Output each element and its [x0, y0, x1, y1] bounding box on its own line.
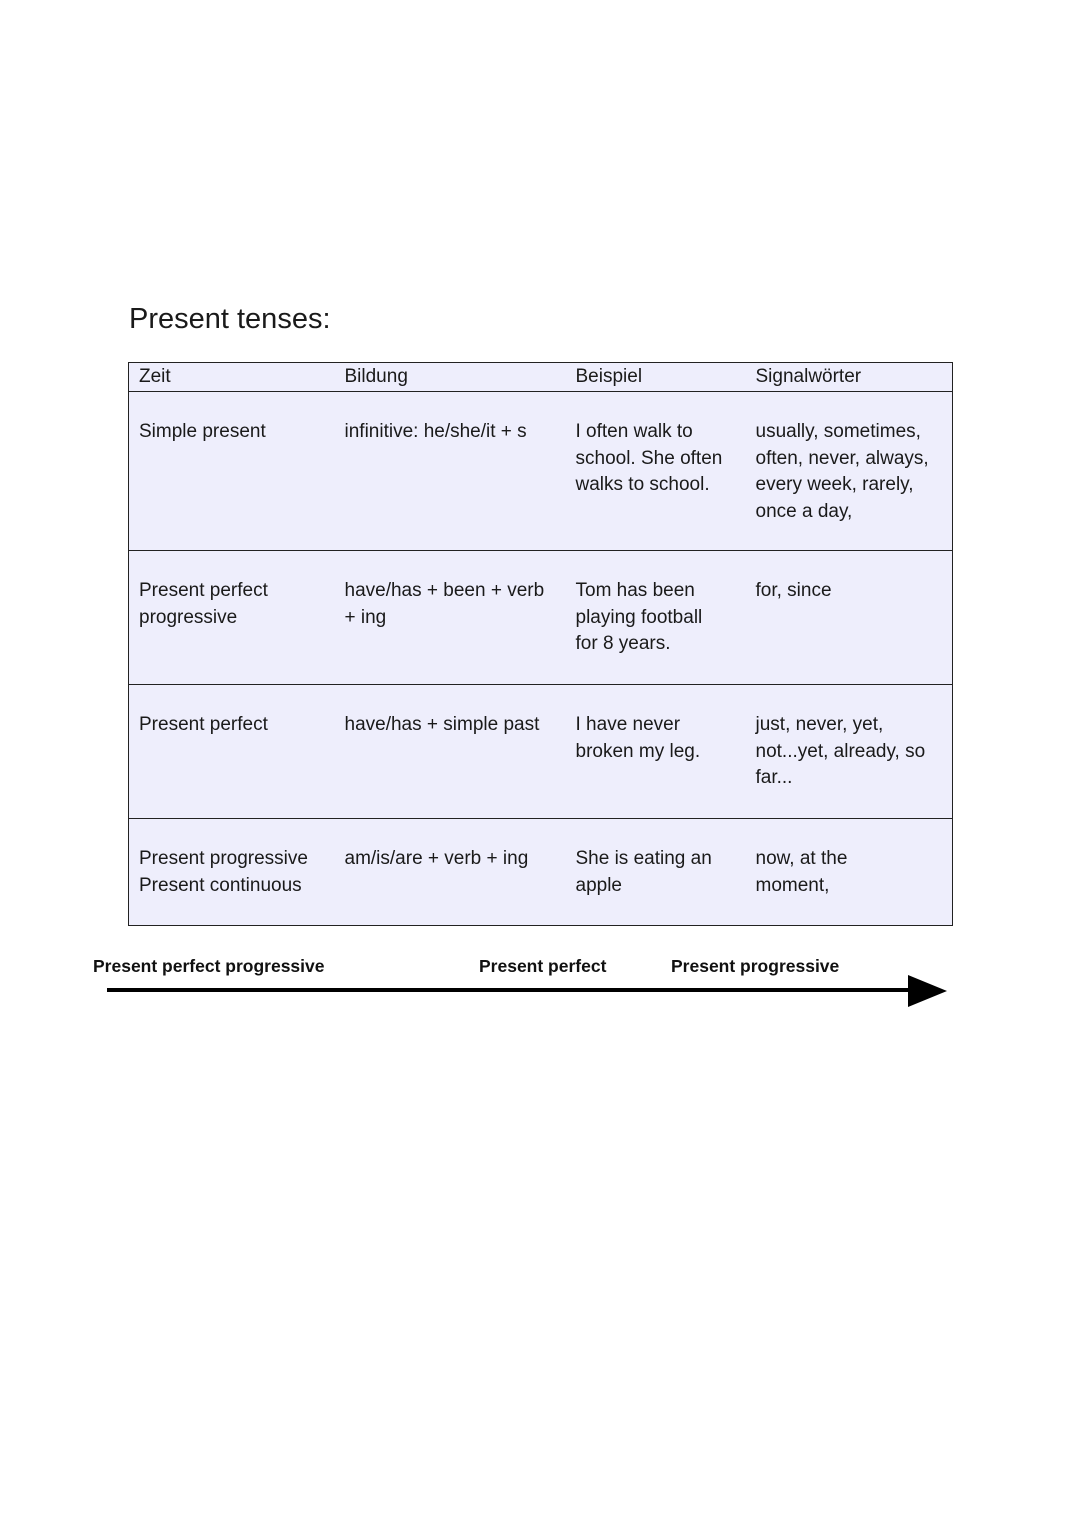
cell-zeit-text: Present perfect [139, 714, 268, 735]
timeline-arrowhead-icon [908, 975, 947, 1007]
cell-beispiel-text: Tom has been playing football for 8 years. [575, 580, 703, 654]
cell-beispiel [566, 685, 746, 819]
cell-bildung-text: have/has + simple past [344, 714, 540, 735]
cell-signal [746, 685, 953, 819]
tenses-table [128, 362, 953, 926]
table-row [129, 392, 953, 551]
cell-signal-text: now, at the moment, [755, 848, 848, 896]
cell-beispiel-text: I have never broken my leg. [575, 714, 701, 762]
header-bildung: Bildung [335, 363, 566, 392]
cell-bildung-text: have/has + been + verb + ing [344, 580, 545, 628]
header-signalwoerter: Signalwörter [746, 363, 953, 392]
timeline-label-present-perfect: Present perfect [479, 956, 607, 976]
cell-signal-text: for, since [755, 580, 832, 601]
cell-signal [746, 551, 953, 685]
table-header-row [129, 363, 953, 392]
timeline-label-present-progressive: Present progressive [671, 956, 840, 976]
cell-zeit [129, 551, 335, 685]
cell-bildung [335, 392, 566, 551]
cell-signal-text: just, never, yet, not...yet, already, so far... [755, 714, 926, 788]
table-row [129, 685, 953, 819]
cell-signal [746, 819, 953, 926]
header-zeit: Zeit [129, 363, 335, 392]
cell-bildung-text: am/is/are + verb + ing [344, 848, 529, 869]
cell-beispiel-text: She is eating an apple [575, 848, 712, 896]
cell-beispiel [566, 819, 746, 926]
cell-signal [746, 392, 953, 551]
cell-zeit [129, 819, 335, 926]
page-title: Present tenses: [129, 303, 331, 335]
timeline-label-present-perfect-progressive: Present perfect progressive [93, 956, 325, 976]
cell-zeit-text: Present perfect progressive [139, 580, 268, 628]
cell-zeit [129, 685, 335, 819]
cell-bildung [335, 551, 566, 685]
cell-signal-text: usually, sometimes, often, never, always, every week, rarely, once a day, [755, 421, 929, 522]
cell-bildung [335, 685, 566, 819]
header-beispiel: Beispiel [566, 363, 746, 392]
cell-beispiel [566, 551, 746, 685]
cell-bildung-text: infinitive: he/she/it + s [344, 421, 527, 442]
timeline-arrow [100, 970, 960, 1014]
cell-zeit-text: Simple present [139, 421, 266, 442]
table-row [129, 819, 953, 926]
cell-zeit-text: Present progressive Present continuous [139, 848, 308, 896]
cell-bildung [335, 819, 566, 926]
cell-zeit [129, 392, 335, 551]
cell-beispiel [566, 392, 746, 551]
table-row [129, 551, 953, 685]
cell-beispiel-text: I often walk to school. She often walks to school. [575, 421, 723, 495]
